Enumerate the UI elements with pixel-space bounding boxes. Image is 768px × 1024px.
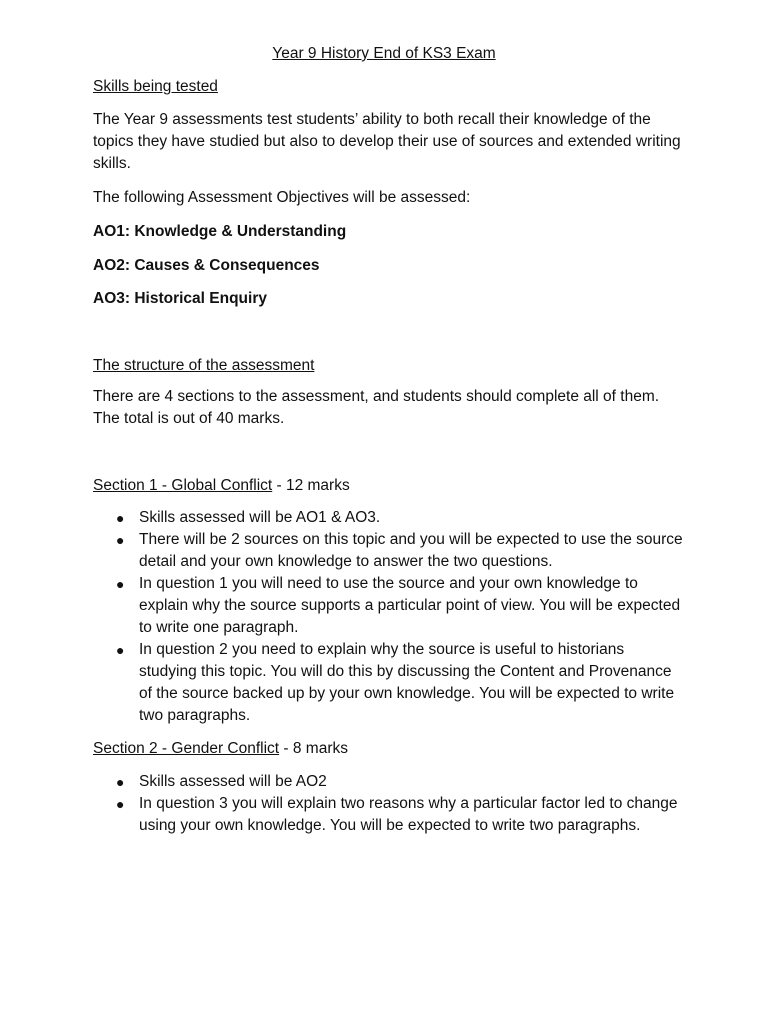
bullet-text: In question 2 you need to explain why the source is useful to historians studying this topic. You will do this by discussing the Content and Provenance of the source backed up by your own knowledge. You will be expected to write two paragraphs.	[139, 641, 675, 724]
bullet-text: Skills assessed will be AO2	[139, 773, 327, 790]
skills-heading: Skills being tested	[93, 78, 218, 95]
section-1-bullet-list	[93, 507, 683, 727]
bullet-text: There will be 2 sources on this topic and you will be expected to use the source detail and your own knowledge to answer the two questions.	[139, 531, 683, 570]
bullet-icon: ●	[116, 510, 125, 526]
list-item	[93, 771, 683, 793]
bullet-text: Skills assessed will be AO1 & AO3.	[139, 509, 381, 526]
bullet-text: In question 1 you will need to use the source and your own knowledge to explain why the source supports a particular point of view. You will be expected to write one paragraph.	[139, 575, 681, 636]
objective-ao2: AO2: Causes & Consequences	[93, 257, 320, 274]
list-item	[93, 529, 683, 573]
skills-intro: The Year 9 assessments test students’ ability to both recall their knowledge of the topics they have studied but also to develop their use of sources and extended writing skills.	[93, 111, 681, 172]
bullet-icon: ●	[116, 642, 125, 658]
structure-heading: The structure of the assessment	[93, 357, 315, 374]
objective-ao1: AO1: Knowledge & Understanding	[93, 223, 347, 240]
bullet-icon: ●	[116, 774, 125, 790]
section-2-marks: - 8 marks	[279, 740, 348, 757]
list-item	[93, 507, 683, 529]
objective-ao3: AO3: Historical Enquiry	[93, 290, 267, 307]
section-1-marks: - 12 marks	[272, 477, 350, 494]
section-2-bullet-list	[93, 771, 683, 837]
bullet-text: In question 3 you will explain two reasons why a particular factor led to change using your own knowledge. You will be expected to write two paragraphs.	[139, 795, 678, 834]
objectives-intro: The following Assessment Objectives will be assessed:	[93, 189, 471, 206]
section-1-title: Section 1 - Global Conflict	[93, 477, 273, 494]
list-item	[93, 573, 683, 639]
document-title: Year 9 History End of KS3 Exam	[272, 45, 496, 62]
bullet-icon: ●	[116, 576, 125, 592]
structure-text: There are 4 sections to the assessment, and students should complete all of them. The total is out of 40 marks.	[93, 388, 660, 427]
bullet-icon: ●	[116, 532, 125, 548]
section-1-heading	[93, 475, 683, 497]
list-item	[93, 639, 683, 727]
list-item	[93, 793, 683, 837]
section-2-heading	[93, 738, 683, 760]
section-2-title: Section 2 - Gender Conflict	[93, 740, 280, 757]
bullet-icon: ●	[116, 796, 125, 812]
